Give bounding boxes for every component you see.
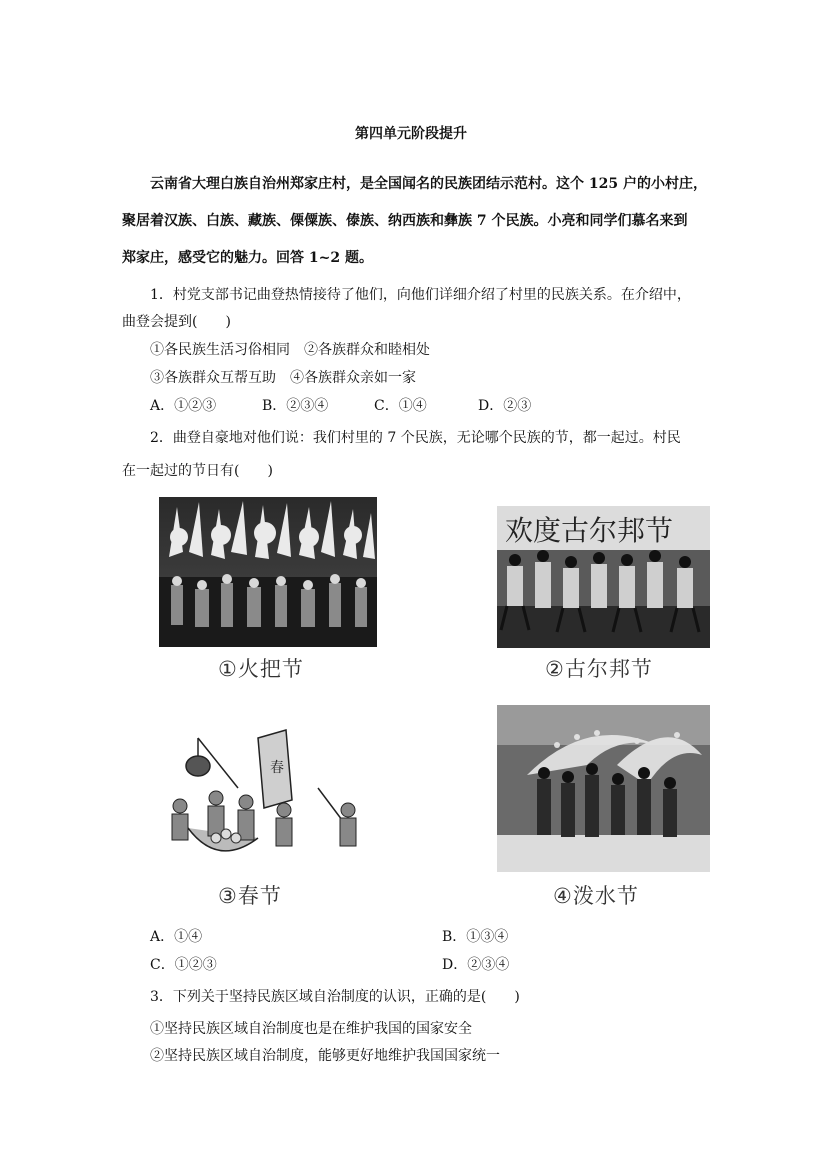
spring-lantern-text: 春 <box>270 760 284 776</box>
q1-stem-line-2: 曲登会提到( ) <box>122 314 231 330</box>
torch-festival-photo <box>159 497 377 647</box>
caption-water-festival: ④泼水节 <box>553 884 639 908</box>
q3-item-line-2: ②坚持民族区域自治制度，能够更好地维护我国国家统一 <box>150 1048 500 1064</box>
caption-spring-festival: ③春节 <box>218 884 282 908</box>
q1-item-line-1: ①各民族生活习俗相同 ②各族群众和睦相处 <box>150 342 430 358</box>
q2-option-c: C．①②③ <box>150 957 217 973</box>
q1-item-line-2: ③各族群众互帮互助 ④各族群众亲如一家 <box>150 370 416 386</box>
q2-option-d: D．②③④ <box>442 957 510 973</box>
q1-option-a: A．①②③ <box>150 398 217 414</box>
q1-stem-line-1: 1．村党支部书记曲登热情接待了他们，向他们详细介绍了村里的民族关系。在介绍中， <box>150 287 691 303</box>
q2-stem-line-1: 2．曲登自豪地对他们说：我们村里的 7 个民族，无论哪个民族的节，都一起过。村民 <box>150 430 681 446</box>
corban-festival-photo <box>497 506 710 648</box>
q2-option-a: A．①④ <box>150 929 203 945</box>
q3-item-line-1: ①坚持民族区域自治制度也是在维护我国的国家安全 <box>150 1021 472 1037</box>
q3-stem: 3．下列关于坚持民族区域自治制度的认识，正确的是( ) <box>150 989 520 1005</box>
spring-festival-illustration <box>158 718 376 868</box>
q1-option-d: D．②③ <box>478 398 532 414</box>
page-title: 第四单元阶段提升 <box>355 126 467 142</box>
q2-option-b: B．①③④ <box>442 929 509 945</box>
water-festival-photo <box>497 705 710 872</box>
corban-banner-text: 欢度古尔邦节 <box>505 514 674 547</box>
caption-torch-festival: ①火把节 <box>218 657 304 681</box>
q2-stem-line-2: 在一起过的节日有( ) <box>122 463 273 479</box>
q1-option-b: B．②③④ <box>262 398 329 414</box>
caption-corban-festival: ②古尔邦节 <box>545 657 653 681</box>
intro-line-3: 郑家庄，感受它的魅力。回答 1~2 题。 <box>122 250 373 266</box>
q1-option-c: C．①④ <box>374 398 427 414</box>
intro-line-1: 云南省大理白族自治州郑家庄村，是全国闻名的民族团结示范村。这个 125 户的小村庄， <box>150 176 707 192</box>
intro-line-2: 聚居着汉族、白族、藏族、傈僳族、傣族、纳西族和彝族 7 个民族。小亮和同学们慕名来到 <box>122 213 688 229</box>
